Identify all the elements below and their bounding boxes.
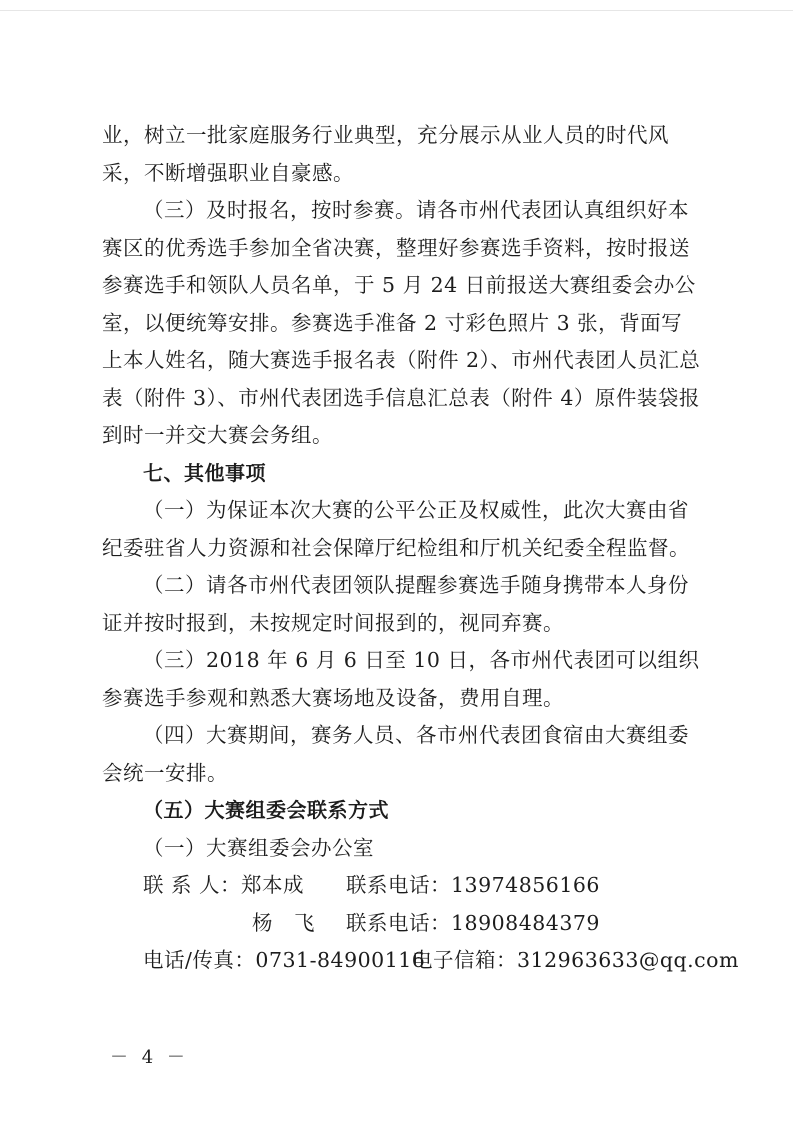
contact-phone-2: 联系电话：18908484379 (346, 910, 600, 935)
contact-row-3 (102, 942, 739, 980)
paragraph-supervision: （一）为保证本次大赛的公平公正及权威性，此次大赛由省纪委驻省人力资源和社会保障厅纪检组和厅机关纪委全程监督。 (102, 498, 690, 560)
contact-fax: 电话/传真：0731-84900116 (143, 948, 426, 972)
section-heading-contact: （五）大赛组委会联系方式 (143, 798, 389, 822)
contact-row-2 (102, 905, 702, 943)
contact-phone-1: 联系电话：13974856166 (346, 873, 600, 897)
paragraph-registration: （三）及时报名，按时参赛。请各市州代表团认真组织好本赛区的优秀选手参加全省决赛，整理好参赛选手资料，按时报送参赛选手和领队人员名单，于 5 月 24 日前报送大赛组委会办公室，以便统筹安排。参赛选手准备 2 寸彩色照片 3 张，背面写上本人姓名，随大赛选手报名表（附件 2）、市州代表团人员汇总表（附件 3）、市州代表团选手信息汇总表（附件 4）原件装袋报到时一并交大赛会务组。 (102, 198, 701, 447)
contact-row-1 (102, 867, 702, 905)
paragraph-accommodation: （四）大赛期间，赛务人员、各市州代表团食宿由大赛组委会统一安排。 (102, 723, 689, 785)
contact-person-2: 杨 飞 (252, 910, 315, 935)
paragraph-continuation: 业，树立一批家庭服务行业典型，充分展示从业人员的时代风采，不断增强职业自豪感。 (102, 123, 669, 185)
paragraph-site-visit: （三）2018 年 6 月 6 日至 10 日，各市州代表团可以组织参赛选手参观和熟悉大赛场地及设备，费用自理。 (102, 648, 700, 710)
section-heading-other-matters: 七、其他事项 (143, 460, 266, 485)
paragraph-office: （一）大赛组委会办公室 (143, 835, 374, 860)
contact-email: 电子信箱：312963633@qq.com (412, 948, 739, 972)
paragraph-id-card: （二）请各市州代表团领队提醒参赛选手随身携带本人身份证并按时报到，未按规定时间报到的，视同弃赛。 (102, 573, 689, 635)
document-body (102, 117, 739, 980)
page-top-rule (0, 10, 793, 11)
contact-person-label: 联 系 人：郑本成 (143, 873, 305, 897)
page-number: － 4 － (110, 1047, 189, 1068)
